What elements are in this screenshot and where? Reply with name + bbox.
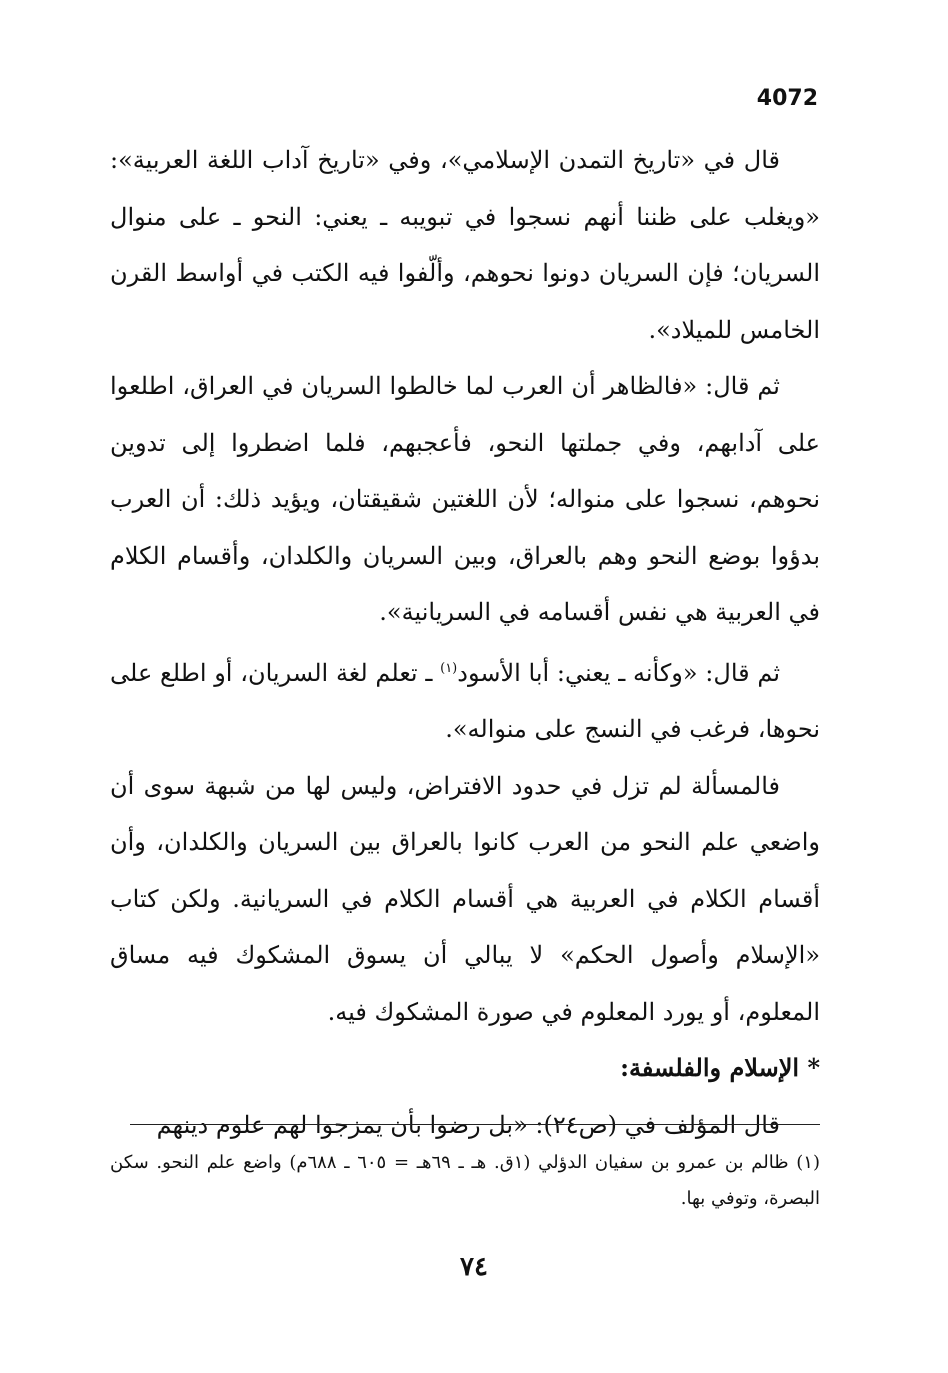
footnote-separator (130, 1124, 820, 1125)
page-number: ٧٤ (460, 1252, 488, 1282)
paragraph-1: قال في «تاريخ التمدن الإسلامي»، وفي «تاريخ آداب اللغة العربية»: «ويغلب على ظننا أنهم نسجوا في تبويبه ـ يعني: النحو ـ على منوال السريان؛ فإن السريان دونوا نحوهم، وألّفوا فيه الكتب في أواسط القرن الخامس للميلاد». (110, 146, 820, 344)
footnote-reference[interactable]: (١) (440, 660, 458, 676)
paragraph-3-after: ـ تعلم لغة السريان، أو اطلع على نحوها، فرغب في النسج على منواله». (110, 658, 820, 743)
paragraph-3 (110, 641, 820, 758)
paragraph-3-before: ثم قال: «وكأنه ـ يعني: أبا الأسود (457, 658, 780, 687)
paragraph-4: فالمسألة لم تزل في حدود الافتراض، وليس لها من شبهة سوى أن واضعي علم النحو من العرب كانوا بالعراق بين السريان والكلدان، وأن أقسام الكلام في العربية هي أقسام الكلام في السريانية. ولكن كتاب «الإسلام وأصول الحكم» لا يبالي أن يسوق المشكوك فيه مساق المعلوم، أو يورد المعلوم في صورة المشكوك فيه. (110, 771, 820, 1026)
folio-number: 4072 (756, 86, 818, 111)
paragraph-5: قال المؤلف في (ص٢٤): «بل رضوا بأن يمزجوا لهم علوم دينهم (156, 1110, 780, 1139)
paragraph-2: ثم قال: «فالظاهر أن العرب لما خالطوا السريان في العراق، اطلعوا على آدابهم، وفي جملتها النحو، فأعجبهم، فلما اضطروا إلى تدوين نحوهم، نسجوا على منواله؛ لأن اللغتين شقيقتان، ويؤيد ذلك: أن العرب بدؤوا بوضع النحو وهم بالعراق، وبين السريان والكلدان، وأقسام الكلام في العربية هي نفس أقسامه في السريانية». (110, 372, 821, 626)
section-heading: * الإسلام والفلسفة: (620, 1053, 820, 1082)
footnote: (١) ظالم بن عمرو بن سفيان الدؤلي (١ق. هـ ـ ٦٩هـ = ٦٠٥ ـ ٦٨٨م) واضع علم النحو. سكن البصرة، وتوفي بها. (110, 1152, 820, 1209)
main-text (110, 132, 820, 1153)
